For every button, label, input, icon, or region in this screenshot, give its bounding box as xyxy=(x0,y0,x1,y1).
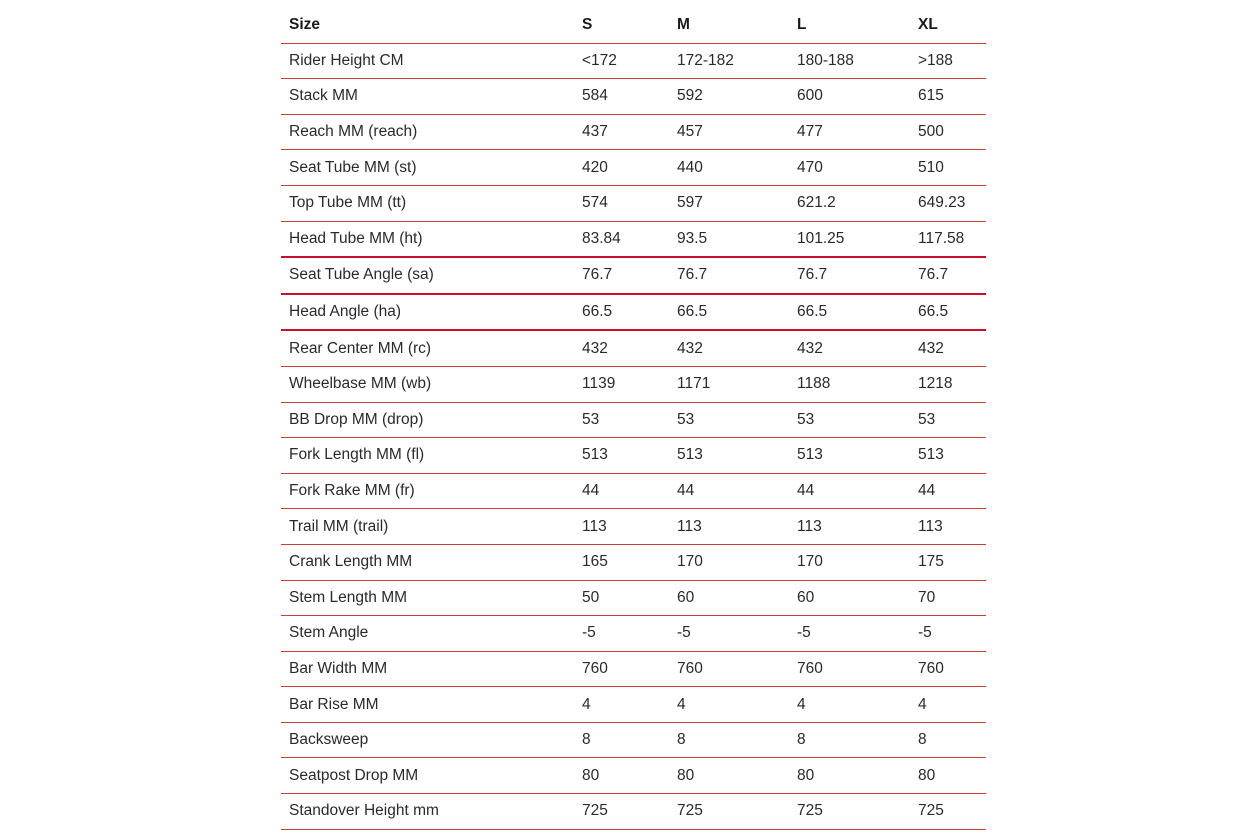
cell-xl: 432 xyxy=(910,330,986,366)
cell-s: 165 xyxy=(574,544,669,580)
cell-xl: 175 xyxy=(910,544,986,580)
cell-s: 50 xyxy=(574,580,669,616)
header-size: Size xyxy=(281,8,574,43)
cell-xl: 510 xyxy=(910,150,986,186)
table-row xyxy=(281,758,986,794)
geometry-table-header xyxy=(281,8,986,43)
cell-m: 1171 xyxy=(669,366,789,402)
table-row xyxy=(281,651,986,687)
cell-l: 113 xyxy=(789,509,910,545)
row-label: Stem Angle xyxy=(281,616,574,652)
cell-s: 44 xyxy=(574,473,669,509)
cell-m: 80 xyxy=(669,758,789,794)
cell-m: 172-182 xyxy=(669,43,789,79)
row-label: Reach MM (reach) xyxy=(281,114,574,150)
cell-s: -5 xyxy=(574,616,669,652)
table-row xyxy=(281,402,986,438)
row-label: Seat Tube MM (st) xyxy=(281,150,574,186)
cell-xl: 500 xyxy=(910,114,986,150)
cell-xl: 4 xyxy=(910,687,986,723)
row-label: BB Drop MM (drop) xyxy=(281,402,574,438)
table-row xyxy=(281,294,986,331)
row-label: Backsweep xyxy=(281,722,574,758)
cell-m: 76.7 xyxy=(669,257,789,294)
cell-s: 420 xyxy=(574,150,669,186)
cell-xl: 53 xyxy=(910,402,986,438)
cell-l: 66.5 xyxy=(789,294,910,331)
cell-xl: 44 xyxy=(910,473,986,509)
row-label: Fork Length MM (fl) xyxy=(281,438,574,474)
cell-m: 725 xyxy=(669,794,789,830)
row-label: Stack MM xyxy=(281,79,574,115)
table-row xyxy=(281,722,986,758)
header-m: M xyxy=(669,8,789,43)
cell-m: 432 xyxy=(669,330,789,366)
cell-s: 513 xyxy=(574,438,669,474)
cell-l: 60 xyxy=(789,580,910,616)
row-label: Seatpost Drop MM xyxy=(281,758,574,794)
table-row xyxy=(281,616,986,652)
cell-m: 513 xyxy=(669,438,789,474)
cell-m: 53 xyxy=(669,402,789,438)
cell-l: 470 xyxy=(789,150,910,186)
cell-l: 180-188 xyxy=(789,43,910,79)
cell-l: 600 xyxy=(789,79,910,115)
header-s: S xyxy=(574,8,669,43)
table-row xyxy=(281,687,986,723)
table-row xyxy=(281,150,986,186)
cell-m: 760 xyxy=(669,651,789,687)
cell-xl: -5 xyxy=(910,616,986,652)
row-label: Wheelbase MM (wb) xyxy=(281,366,574,402)
cell-l: 4 xyxy=(789,687,910,723)
cell-xl: 76.7 xyxy=(910,257,986,294)
cell-m: 592 xyxy=(669,79,789,115)
cell-s: 725 xyxy=(574,794,669,830)
row-label: Top Tube MM (tt) xyxy=(281,185,574,221)
table-row xyxy=(281,185,986,221)
cell-s: 1139 xyxy=(574,366,669,402)
cell-xl: 66.5 xyxy=(910,294,986,331)
row-label: Head Angle (ha) xyxy=(281,294,574,331)
table-row xyxy=(281,544,986,580)
cell-m: 66.5 xyxy=(669,294,789,331)
cell-s: 574 xyxy=(574,185,669,221)
table-row xyxy=(281,580,986,616)
row-label: Standover Height mm xyxy=(281,794,574,830)
table-row xyxy=(281,794,986,830)
row-label: Stem Length MM xyxy=(281,580,574,616)
header-row xyxy=(281,8,986,43)
cell-m: 4 xyxy=(669,687,789,723)
cell-xl: 513 xyxy=(910,438,986,474)
cell-s: 113 xyxy=(574,509,669,545)
table-row xyxy=(281,221,986,257)
row-label: Bar Rise MM xyxy=(281,687,574,723)
cell-m: 170 xyxy=(669,544,789,580)
cell-l: 621.2 xyxy=(789,185,910,221)
cell-xl: 649.23 xyxy=(910,185,986,221)
cell-m: -5 xyxy=(669,616,789,652)
row-label: Head Tube MM (ht) xyxy=(281,221,574,257)
row-label: Crank Length MM xyxy=(281,544,574,580)
cell-l: 432 xyxy=(789,330,910,366)
geometry-table-body xyxy=(281,43,986,829)
header-l: L xyxy=(789,8,910,43)
table-row xyxy=(281,438,986,474)
cell-m: 44 xyxy=(669,473,789,509)
cell-s: 584 xyxy=(574,79,669,115)
cell-m: 93.5 xyxy=(669,221,789,257)
cell-s: <172 xyxy=(574,43,669,79)
cell-s: 76.7 xyxy=(574,257,669,294)
cell-m: 60 xyxy=(669,580,789,616)
row-label: Trail MM (trail) xyxy=(281,509,574,545)
cell-s: 83.84 xyxy=(574,221,669,257)
cell-xl: 1218 xyxy=(910,366,986,402)
cell-s: 66.5 xyxy=(574,294,669,331)
cell-l: 170 xyxy=(789,544,910,580)
geometry-table xyxy=(281,8,986,830)
cell-s: 80 xyxy=(574,758,669,794)
table-row xyxy=(281,79,986,115)
cell-xl: 615 xyxy=(910,79,986,115)
cell-m: 457 xyxy=(669,114,789,150)
cell-xl: 113 xyxy=(910,509,986,545)
cell-l: 76.7 xyxy=(789,257,910,294)
cell-xl: 80 xyxy=(910,758,986,794)
cell-xl: 760 xyxy=(910,651,986,687)
cell-l: 477 xyxy=(789,114,910,150)
cell-s: 4 xyxy=(574,687,669,723)
cell-l: -5 xyxy=(789,616,910,652)
cell-xl: 8 xyxy=(910,722,986,758)
row-label: Fork Rake MM (fr) xyxy=(281,473,574,509)
row-label: Seat Tube Angle (sa) xyxy=(281,257,574,294)
row-label: Rider Height CM xyxy=(281,43,574,79)
cell-s: 8 xyxy=(574,722,669,758)
cell-xl: 117.58 xyxy=(910,221,986,257)
cell-xl: >188 xyxy=(910,43,986,79)
header-xl: XL xyxy=(910,8,986,43)
cell-xl: 725 xyxy=(910,794,986,830)
table-row xyxy=(281,43,986,79)
cell-m: 8 xyxy=(669,722,789,758)
cell-m: 440 xyxy=(669,150,789,186)
cell-l: 513 xyxy=(789,438,910,474)
table-row xyxy=(281,509,986,545)
table-row xyxy=(281,366,986,402)
table-row xyxy=(281,257,986,294)
cell-l: 101.25 xyxy=(789,221,910,257)
cell-s: 760 xyxy=(574,651,669,687)
cell-s: 53 xyxy=(574,402,669,438)
cell-l: 44 xyxy=(789,473,910,509)
table-row xyxy=(281,330,986,366)
cell-m: 113 xyxy=(669,509,789,545)
cell-s: 437 xyxy=(574,114,669,150)
cell-l: 725 xyxy=(789,794,910,830)
cell-l: 80 xyxy=(789,758,910,794)
cell-l: 1188 xyxy=(789,366,910,402)
cell-m: 597 xyxy=(669,185,789,221)
cell-xl: 70 xyxy=(910,580,986,616)
row-label: Bar Width MM xyxy=(281,651,574,687)
table-row xyxy=(281,473,986,509)
cell-l: 53 xyxy=(789,402,910,438)
cell-s: 432 xyxy=(574,330,669,366)
table-row xyxy=(281,114,986,150)
cell-l: 760 xyxy=(789,651,910,687)
cell-l: 8 xyxy=(789,722,910,758)
row-label: Rear Center MM (rc) xyxy=(281,330,574,366)
